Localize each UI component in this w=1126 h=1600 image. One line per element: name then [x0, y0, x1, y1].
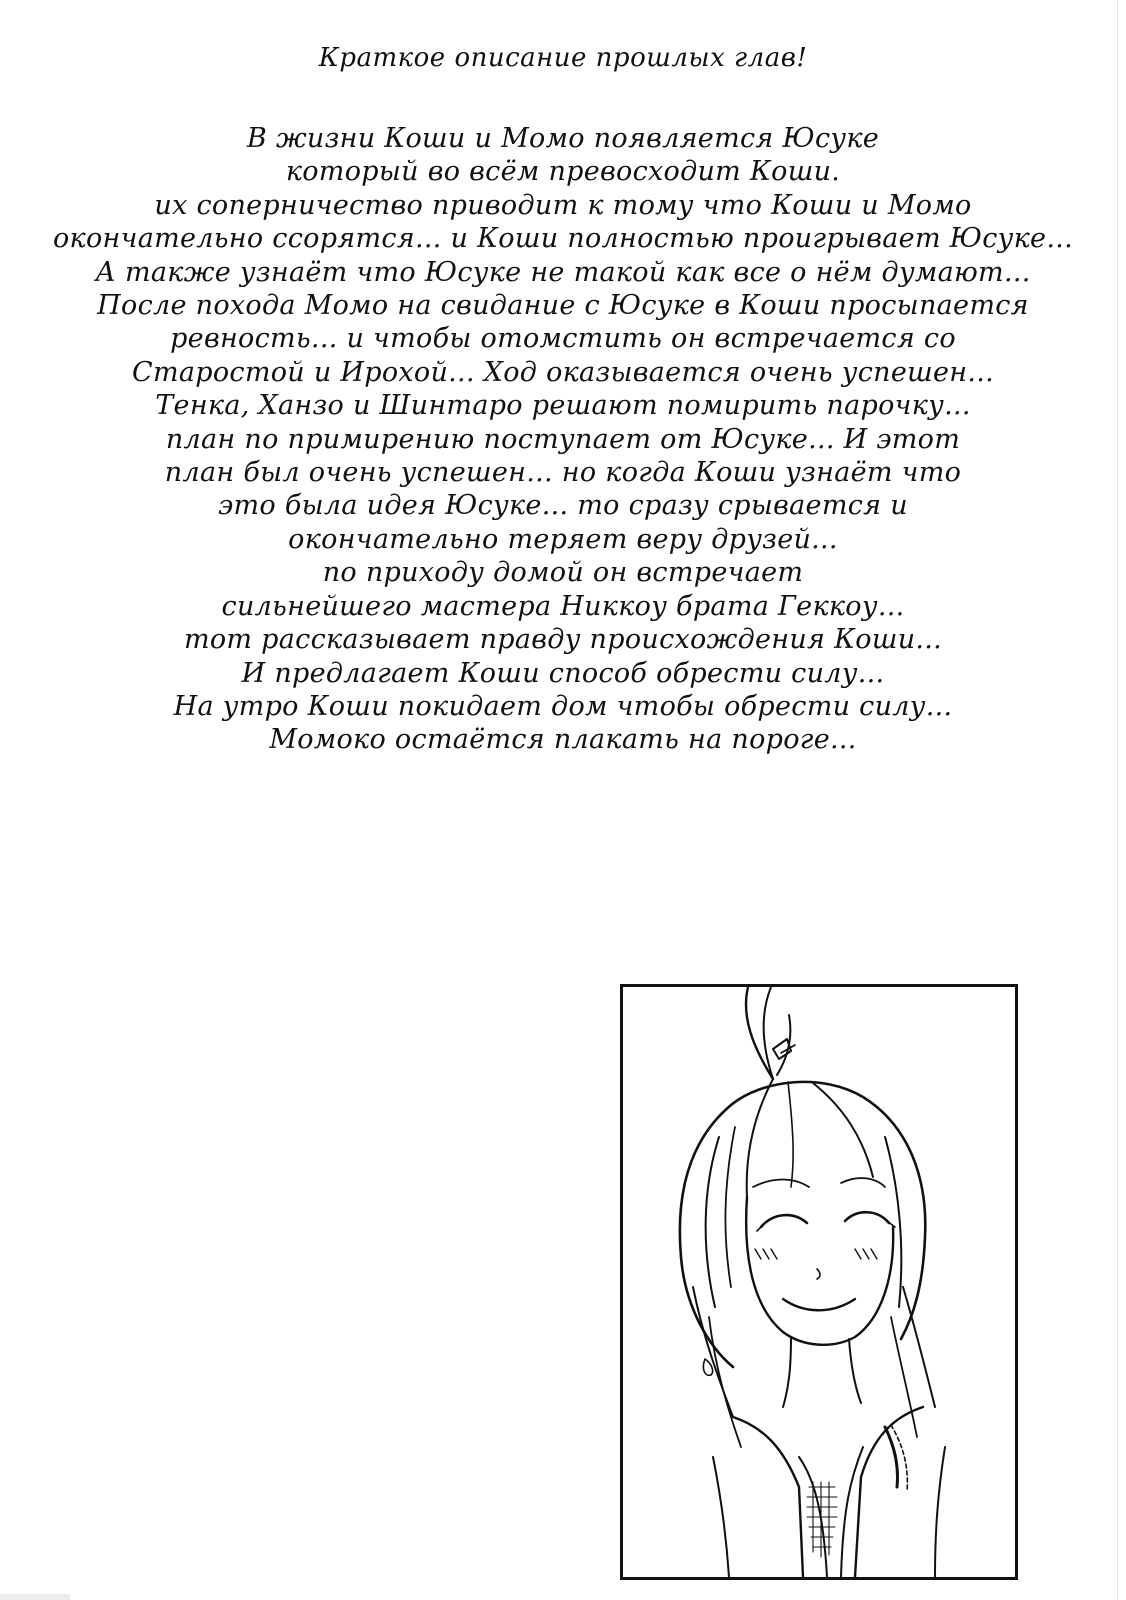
page-edge [1117, 0, 1118, 1600]
summary-line: В жизни Коши и Момо появляется Юсуке [246, 123, 880, 154]
summary-line: Момоко остаётся плакать на пороге... [269, 724, 857, 756]
summary-line: После похода Момо на свидание с Юсуке в Коши просыпается [97, 290, 1029, 322]
summary-line: Старостой и Ирохой... Ход оказывается очень успешен... [132, 356, 994, 388]
summary-line: тот рассказывает правду происхождения Коши... [183, 624, 943, 656]
summary-line: это была идея Юсуке... то сразу срывается и [218, 490, 908, 522]
summary-line: сильнейшего мастера Никкоу брата Геккоу... [221, 590, 905, 622]
summary-text [20, 122, 1106, 757]
closed-eye-left [761, 1215, 807, 1227]
chapter-summary [20, 40, 1106, 757]
illustration-panel [620, 984, 1018, 1580]
smiling-girl-illustration [623, 987, 1015, 1577]
summary-line: их соперничество приводит к тому что Коши и Момо [154, 189, 972, 221]
summary-line: который во всём превосходит Коши. [285, 156, 841, 188]
summary-line: план был очень успешен... но когда Коши узнаёт что [164, 457, 962, 489]
collar [733, 1417, 803, 1577]
summary-line: На утро Коши покидает дом чтобы обрести силу... [173, 690, 953, 722]
smile [783, 1299, 855, 1310]
scan-mark [0, 1594, 70, 1600]
summary-title: Краткое описание прошлых глав! [318, 43, 808, 73]
summary-line: ревность... и чтобы отомстить он встречается со [170, 323, 956, 355]
summary-line: по приходу домой он встречает [322, 557, 804, 589]
summary-line: окончательно ссорятся... и Коши полностью проигрывает Юсуке... [53, 223, 1073, 255]
summary-line: план по примирению поступает от Юсуке... И этот [165, 423, 961, 455]
summary-line: А также узнаёт что Юсуке не такой как все о нём думают... [95, 256, 1031, 288]
summary-line: окончательно теряет веру друзей... [288, 523, 838, 555]
summary-line: Тенка, Ханзо и Шинтаро решают помирить парочку... [155, 390, 971, 422]
closed-eye-right [845, 1212, 889, 1223]
summary-line: И предлагает Коши способ обрести силу... [241, 657, 885, 689]
